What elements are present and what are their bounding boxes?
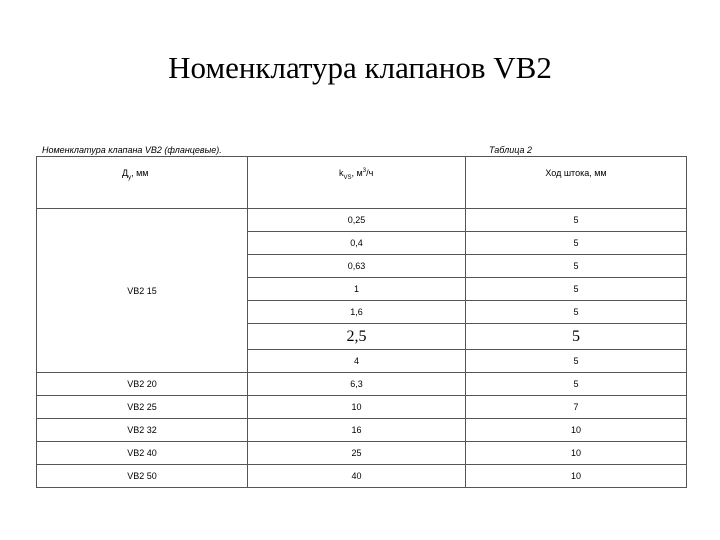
kv-cell: 1,6: [248, 301, 466, 324]
table-row: [37, 442, 687, 465]
table-row: [37, 419, 687, 442]
dn-cell: VB2 50: [37, 465, 248, 488]
header-dn: $Д_у$, мм: [37, 157, 248, 209]
stroke-cell: 5: [466, 209, 687, 232]
header-kvs: $k_{VS}$, $м^3/ч$: [248, 157, 466, 209]
dn-cell: VB2 20: [37, 373, 248, 396]
stroke-cell: 5: [466, 324, 687, 350]
stroke-cell: 5: [466, 278, 687, 301]
stroke-cell: 5: [466, 232, 687, 255]
dn-cell: VB2 40: [37, 442, 248, 465]
kv-cell: 0,63: [248, 255, 466, 278]
table-caption: Номенклатура клапана VB2 (фланцевые).: [42, 145, 222, 155]
header-stroke: Ход штока, мм: [466, 157, 687, 209]
stroke-cell: 7: [466, 396, 687, 419]
kv-cell: 0,25: [248, 209, 466, 232]
stroke-cell: 5: [466, 255, 687, 278]
dn-cell: VB2 25: [37, 396, 248, 419]
kv-cell: 6,3: [248, 373, 466, 396]
kv-cell: 10: [248, 396, 466, 419]
table-row: [37, 465, 687, 488]
stroke-cell: 5: [466, 350, 687, 373]
kv-cell: 16: [248, 419, 466, 442]
kv-cell: 1: [248, 278, 466, 301]
kv-cell: 40: [248, 465, 466, 488]
stroke-cell: 5: [466, 373, 687, 396]
group-dn-cell: VB2 15: [37, 209, 248, 373]
table-header-row: [37, 157, 687, 209]
stroke-cell: 10: [466, 465, 687, 488]
kv-cell: 0,4: [248, 232, 466, 255]
stroke-cell: 10: [466, 442, 687, 465]
page-title: Номенклатура клапанов VB2: [168, 50, 552, 85]
kv-cell: 25: [248, 442, 466, 465]
table-row: [37, 209, 687, 232]
table-row: [37, 396, 687, 419]
dn-cell: VB2 32: [37, 419, 248, 442]
kv-cell: 4: [248, 350, 466, 373]
valve-nomenclature-table: [36, 156, 687, 488]
table-row: [37, 373, 687, 396]
table-number: Таблица 2: [489, 145, 533, 155]
stroke-cell: 10: [466, 419, 687, 442]
stroke-cell: 5: [466, 301, 687, 324]
kv-cell: 2,5: [248, 324, 466, 350]
